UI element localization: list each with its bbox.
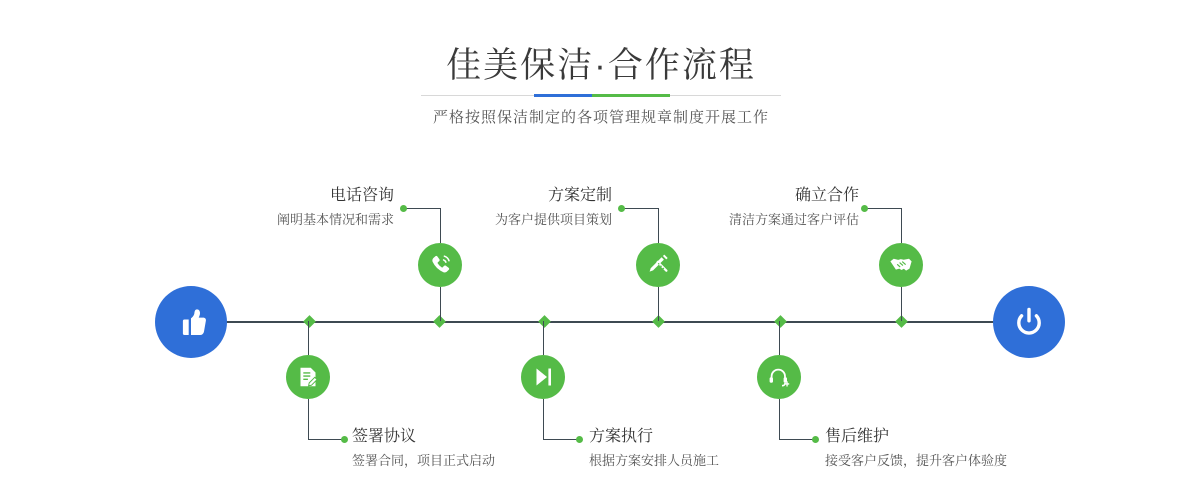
step-5-label (729, 186, 859, 230)
divider-blue-segment (534, 94, 592, 97)
step-4-title: 方案执行 (589, 428, 654, 445)
step-3-connector-horizontal (622, 208, 658, 209)
step-4-connector-vertical-upper (543, 321, 544, 355)
step-1-connector-horizontal (404, 208, 440, 209)
handshake-icon (888, 252, 914, 278)
axis-node-marker (774, 315, 787, 328)
step-2-connector-vertical-upper (308, 321, 309, 355)
step-5-title: 确立合作 (794, 187, 859, 204)
document-edit-icon (295, 364, 321, 390)
step-2-icon-circle (286, 355, 330, 399)
step-6-desc: 接受客户反馈，提升客户体验度 (825, 453, 1008, 468)
step-3-connector-dot (618, 205, 625, 212)
step-1-label (277, 186, 394, 230)
step-1-desc: 阐明基本情况和需求 (276, 212, 394, 227)
step-1-title: 电话咨询 (329, 187, 394, 204)
step-3-desc: 为客户提供项目策划 (494, 212, 612, 227)
pencil-ruler-icon (645, 252, 671, 278)
step-1-connector-vertical-upper (440, 208, 441, 243)
step-1-connector-vertical-lower (440, 287, 441, 321)
step-6-label (825, 427, 1007, 471)
step-2-connector-vertical-lower (308, 399, 309, 439)
step-1-connector-dot (400, 205, 407, 212)
step-5-icon-circle (879, 243, 923, 287)
step-6-connector-horizontal (779, 439, 815, 440)
title-divider (421, 94, 781, 97)
play-forward-icon (530, 364, 556, 390)
step-4-connector-horizontal (543, 439, 579, 440)
thumbs-up-icon (171, 302, 211, 342)
step-4-label (589, 427, 719, 471)
step-5-connector-dot (861, 205, 868, 212)
divider-green-segment (592, 94, 670, 97)
step-5-connector-vertical-lower (901, 287, 902, 321)
step-1-icon-circle (418, 243, 462, 287)
step-2-title: 签署协议 (352, 428, 417, 445)
step-4-connector-vertical-lower (543, 399, 544, 439)
step-2-connector-dot (341, 436, 348, 443)
step-6-connector-vertical-upper (779, 321, 780, 355)
step-4-connector-dot (576, 436, 583, 443)
step-2-connector-horizontal (308, 439, 344, 440)
start-endpoint (155, 286, 227, 358)
step-5-connector-vertical-upper (901, 208, 902, 243)
step-4-icon-circle (521, 355, 565, 399)
axis-node-marker (303, 315, 316, 328)
step-6-connector-dot (812, 436, 819, 443)
step-6-title: 售后维护 (825, 428, 890, 445)
step-3-connector-vertical-lower (658, 287, 659, 321)
end-endpoint (993, 286, 1065, 358)
step-3-title: 方案定制 (547, 187, 612, 204)
step-4-desc: 根据方案安排人员施工 (589, 453, 720, 468)
step-2-desc: 签署合同，项目正式启动 (352, 453, 496, 468)
phone-call-icon (427, 252, 453, 278)
step-6-connector-vertical-lower (779, 399, 780, 439)
page-subtitle: 严格按照保洁制定的各项管理规章制度开展工作 (432, 109, 769, 126)
step-6-icon-circle (757, 355, 801, 399)
step-2-label (352, 427, 495, 471)
page-title: 佳美保洁·合作流程 (446, 46, 756, 85)
step-3-label (495, 186, 612, 230)
axis-node-marker (538, 315, 551, 328)
step-5-connector-horizontal (865, 208, 901, 209)
step-3-icon-circle (636, 243, 680, 287)
step-5-desc: 清洁方案通过客户评估 (728, 212, 859, 227)
power-icon (1009, 302, 1049, 342)
headset-support-icon (766, 364, 792, 390)
step-3-connector-vertical-upper (658, 208, 659, 243)
